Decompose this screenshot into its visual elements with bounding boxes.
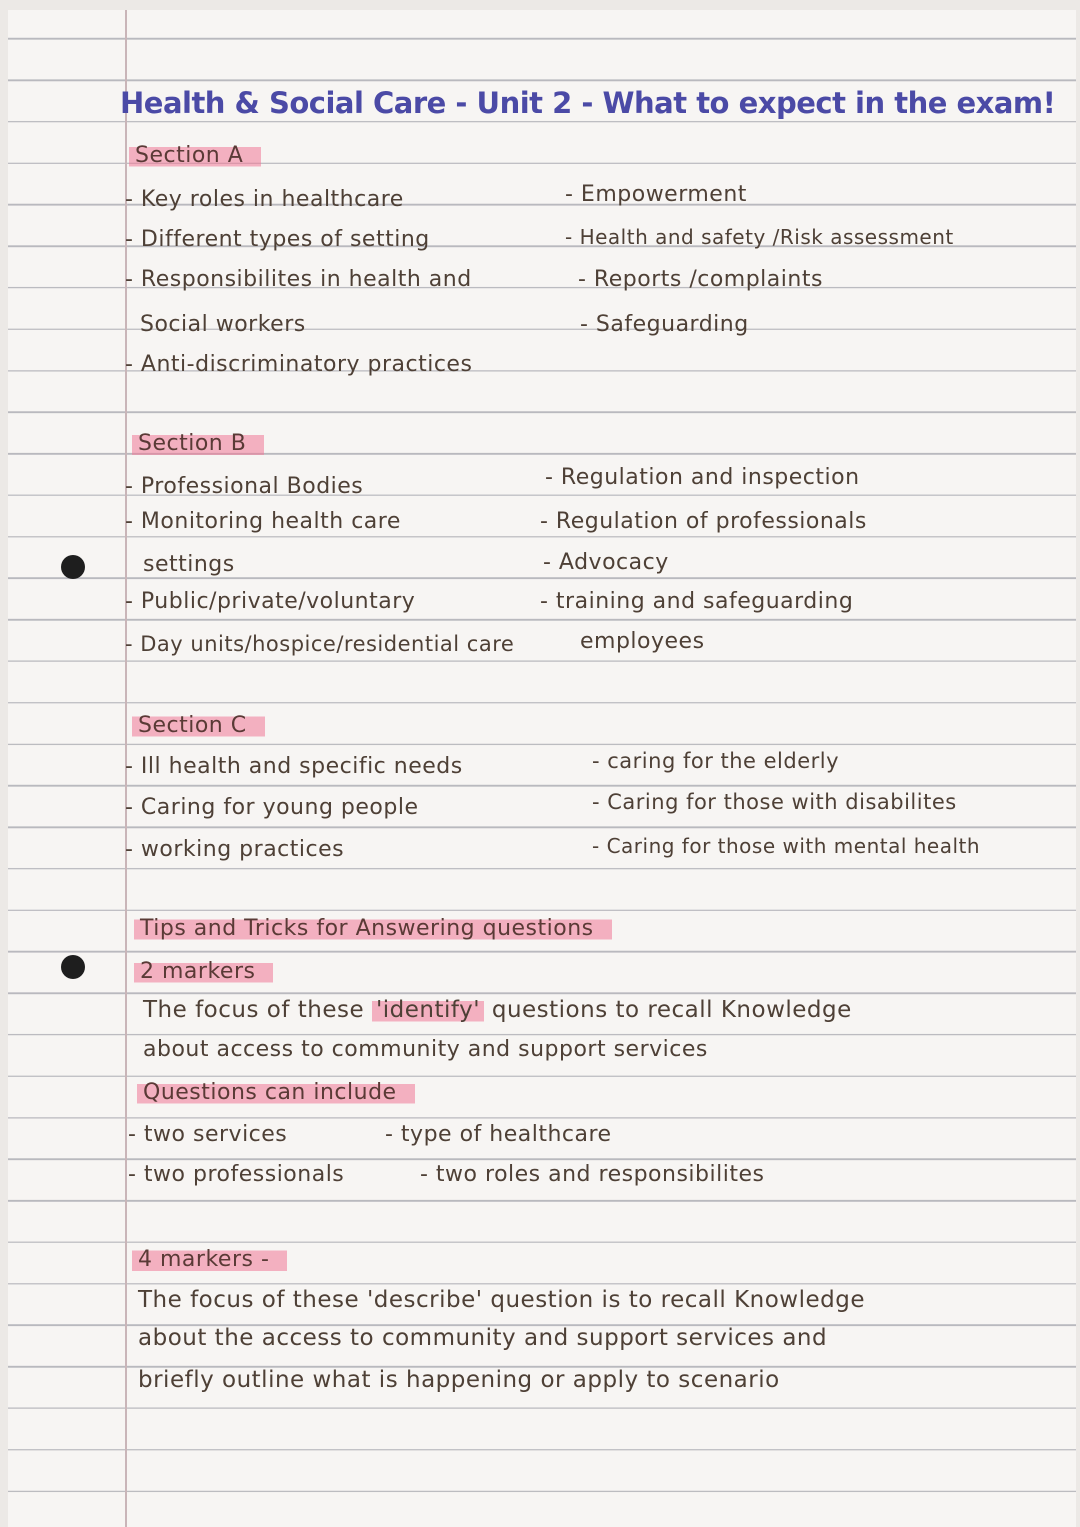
list-item: - type of healthcare [385, 1122, 612, 1147]
list-item: - Ill health and specific needs [125, 754, 463, 779]
punch-hole [61, 555, 85, 579]
list-item: - two roles and responsibilites [420, 1162, 765, 1187]
list-item: - Different types of setting [125, 227, 430, 252]
list-item: - Public/private/voluntary [125, 589, 416, 614]
list-item: - Monitoring health care [125, 509, 401, 534]
list-item: - Caring for young people [125, 795, 419, 820]
list-item: - Day units/hospice/residential care [125, 632, 515, 656]
list-item: - caring for the elderly [592, 749, 840, 773]
questions-subheading: Questions can include [137, 1080, 415, 1105]
list-item: - Anti-discriminatory practices [125, 352, 473, 377]
list-item: - Responsibilites in health and [125, 267, 472, 292]
paragraph-line: briefly outline what is happening or apply to scenario [138, 1367, 780, 1393]
list-item: - Reports /complaints [578, 267, 823, 292]
text: The focus of these [143, 997, 365, 1023]
list-item: employees [580, 629, 705, 654]
list-item: - working practices [125, 837, 345, 862]
tips-heading: Tips and Tricks for Answering questions [134, 916, 612, 941]
paragraph-line [143, 999, 852, 1022]
identify-highlight: 'identify' [372, 997, 484, 1023]
text: questions to recall Knowledge [491, 997, 852, 1023]
list-item: settings [143, 552, 235, 577]
list-item: - Caring for those with mental health [592, 834, 981, 858]
section-b-heading: Section B [132, 431, 264, 456]
list-item: - training and safeguarding [540, 589, 854, 614]
paragraph-line: about access to community and support services [143, 1037, 708, 1062]
list-item: - Key roles in healthcare [125, 187, 404, 212]
list-item: - Caring for those with disabilites [592, 790, 957, 814]
list-item: - Advocacy [543, 550, 669, 575]
paragraph-line: The focus of these 'describe' question is to recall Knowledge [138, 1287, 866, 1313]
list-item: - Health and safety /Risk assessment [565, 225, 954, 249]
list-item: - Professional Bodies [125, 474, 364, 499]
page-title: Health & Social Care - Unit 2 - What to expect in the exam! [120, 86, 1056, 120]
list-item: - Safeguarding [580, 312, 749, 337]
section-c-heading: Section C [132, 713, 265, 738]
four-markers-heading: 4 markers - [132, 1247, 287, 1272]
list-item: - Empowerment [565, 182, 747, 207]
punch-hole [61, 955, 85, 979]
two-markers-heading: 2 markers [134, 959, 273, 984]
list-item: Social workers [140, 312, 306, 337]
list-item: - Regulation of professionals [540, 509, 867, 534]
paragraph-line: about the access to community and support services and [138, 1325, 828, 1351]
list-item: - Regulation and inspection [545, 465, 860, 490]
list-item: - two professionals [128, 1162, 345, 1187]
section-a-heading: Section A [129, 143, 261, 168]
list-item: - two services [128, 1122, 288, 1147]
